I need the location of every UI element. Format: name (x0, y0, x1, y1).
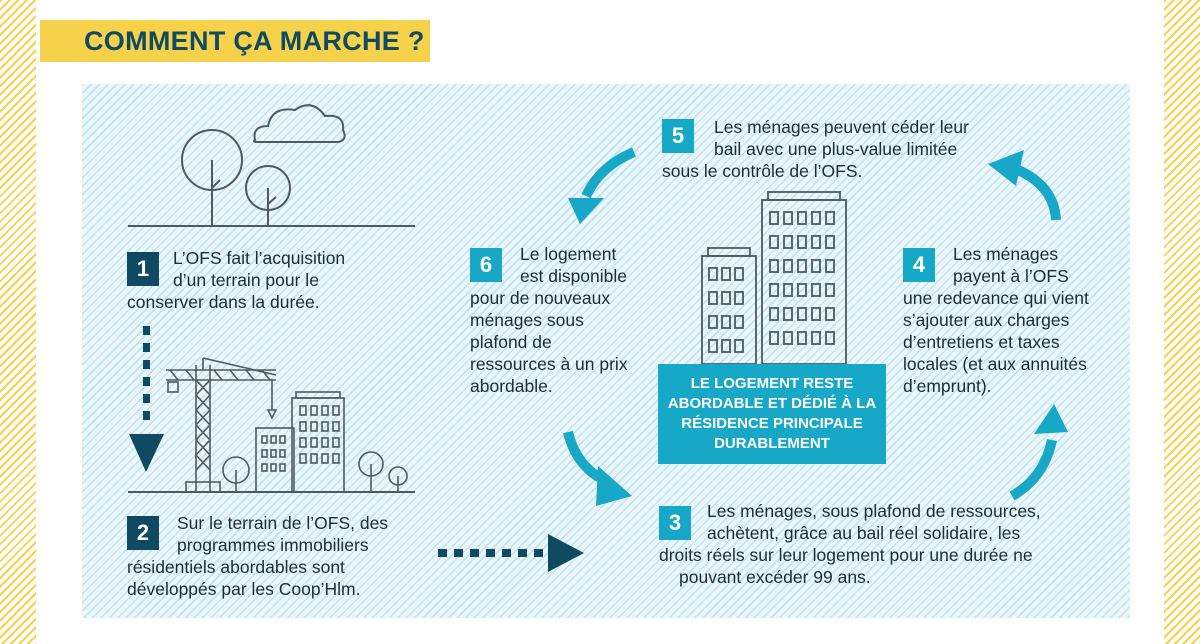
central-message-box (658, 364, 886, 464)
step-4-line: s’ajouter aux charges (903, 310, 1070, 330)
central-buildings-icon (702, 192, 846, 364)
step-1-line: d’un terrain pour le (173, 270, 319, 290)
step-3-line: droits réels sur leur logement pour une durée ne (659, 545, 1033, 565)
step-5-line: Les ménages peuvent céder leur (714, 117, 969, 137)
step-3-line: pouvant excéder 99 ans. (679, 567, 871, 587)
step-3-line: achètent, grâce au bail réel solidaire, les (707, 523, 1021, 543)
step-2-line: développés par les Coop’Hlm. (127, 579, 361, 599)
step-5-line: bail avec une plus-value limitée (714, 139, 958, 159)
trees-icon (182, 130, 290, 226)
step-1-line: L’OFS fait l’acquisition (173, 248, 346, 268)
step-5-number: 5 (662, 119, 694, 153)
step-6-line: Le logement (520, 244, 617, 264)
step-6-line: ressources à un prix (470, 354, 628, 374)
step-6-line: plafond de (470, 332, 552, 352)
step-3-number: 3 (659, 506, 691, 540)
buildings-small-icon (223, 392, 407, 492)
step-6-line: pour de nouveaux (470, 288, 611, 308)
step-2-number: 2 (127, 516, 159, 550)
construction-site-icon (166, 358, 276, 492)
step-4-line: une redevance qui vient (903, 288, 1089, 308)
step-6-line: abordable. (470, 376, 553, 396)
step-1-text (127, 247, 387, 313)
central-message: LE LOGEMENT RESTE ABORDABLE ET DÉDIÉ À LA RÉSIDENCE PRINCIPALE DURABLEMENT (667, 375, 877, 452)
down-arrow-dotted (129, 326, 164, 472)
step-4-line: d’entretiens et taxes (903, 332, 1060, 352)
step-4-text (903, 243, 1118, 397)
step-4-line: d’emprunt). (903, 376, 992, 396)
step-2-line: résidentiels abordables sont (127, 557, 345, 577)
step-6-line: ménages sous (470, 310, 584, 330)
step-2-text (127, 512, 427, 600)
step-1-number: 1 (127, 252, 159, 286)
step-5-text (662, 116, 992, 182)
step-2-line: Sur le terrain de l’OFS, des (177, 513, 389, 533)
curved-arrow-6-to-3 (568, 432, 632, 506)
step-1-line: conserver dans la durée. (127, 292, 320, 312)
step-2-line: programmes immobiliers (177, 535, 369, 555)
curved-arrow-3-to-4 (1012, 404, 1068, 496)
step-3-text (659, 500, 1089, 588)
step-4-line: payent à l’OFS (953, 266, 1069, 286)
right-arrow-dotted (438, 534, 584, 572)
step-4-line: Les ménages (953, 244, 1059, 264)
curved-arrow-4-to-5 (988, 150, 1056, 220)
step-4-number: 4 (903, 248, 935, 282)
page-title: COMMENT ÇA MARCHE ? (84, 26, 425, 56)
step-6-line: est disponible (520, 266, 628, 286)
step-5-line: sous le contrôle de l’OFS. (662, 161, 863, 181)
cloud-icon (254, 105, 345, 142)
step-3-line: Les ménages, sous plafond de ressources, (707, 501, 1041, 521)
curved-arrow-5-to-6 (568, 152, 634, 224)
step-4-line: locales (et aux annuités (903, 354, 1087, 374)
step-6-number: 6 (470, 248, 502, 282)
step-6-text (470, 243, 650, 397)
